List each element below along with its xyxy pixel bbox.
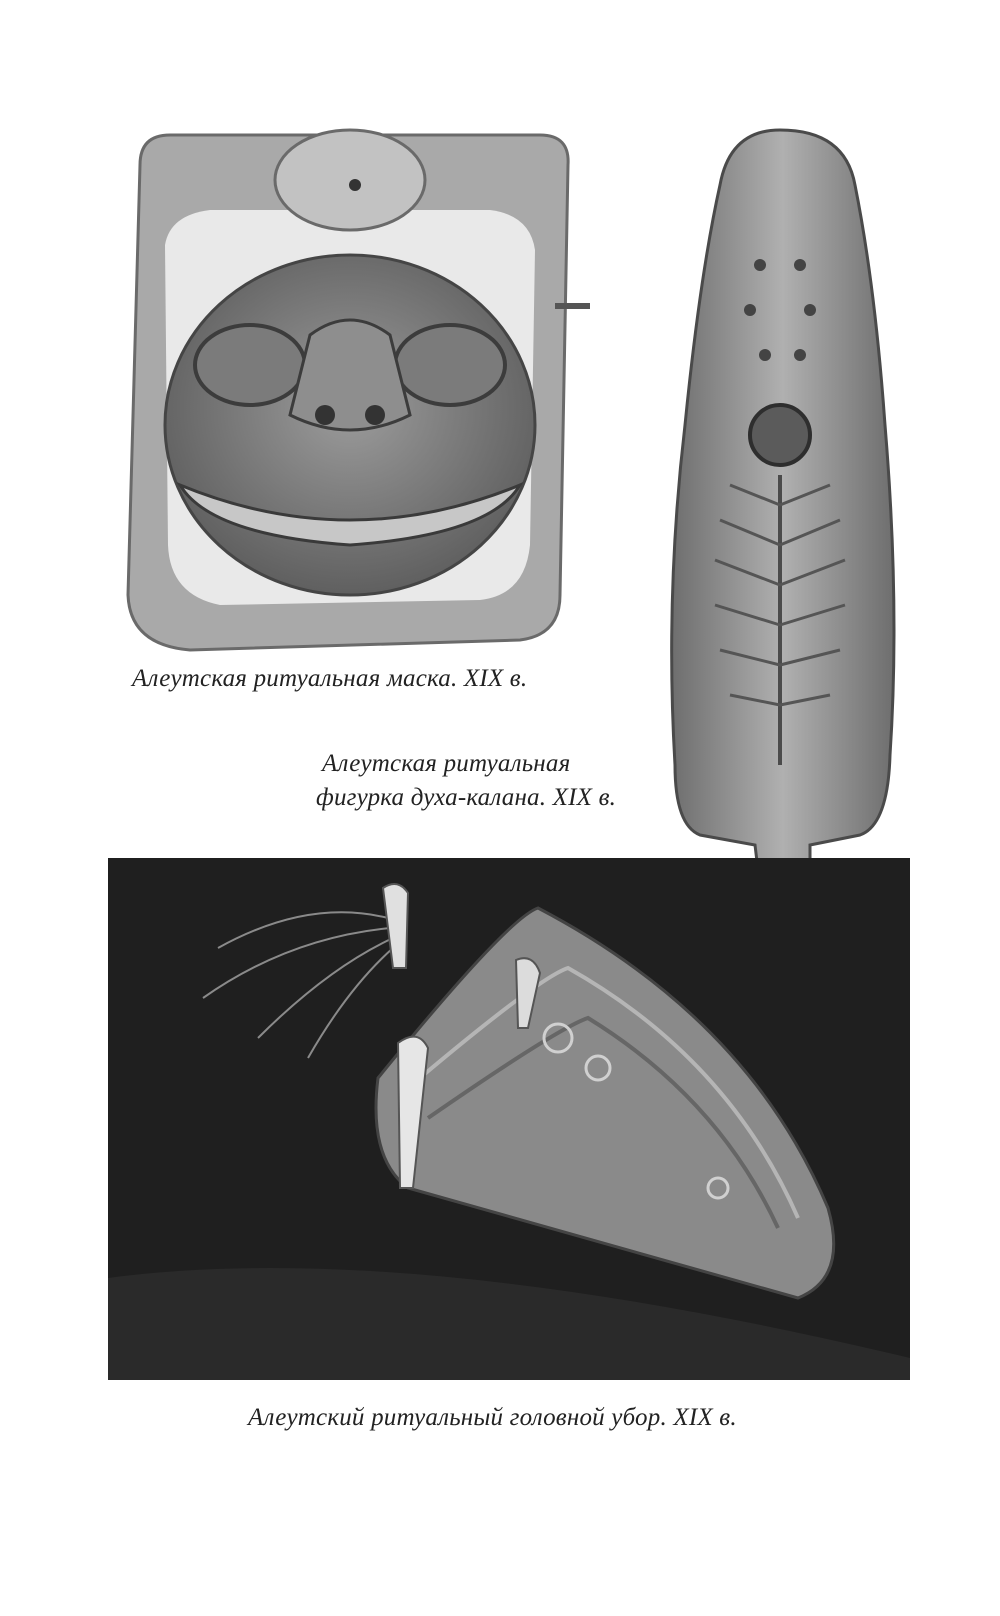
mask-caption: Алеутская ритуальная маска. XIX в. <box>132 665 528 692</box>
otter-figure-caption-line1: Алеутская ритуальная <box>322 750 571 777</box>
otter-figure-caption-line2: фигурка духа-калана. XIX в. <box>316 784 617 811</box>
headdress-caption: Алеутский ритуальный головной убор. XIX в. <box>248 1404 737 1431</box>
headdress-photo <box>108 858 910 1380</box>
mask-photo <box>110 125 590 655</box>
